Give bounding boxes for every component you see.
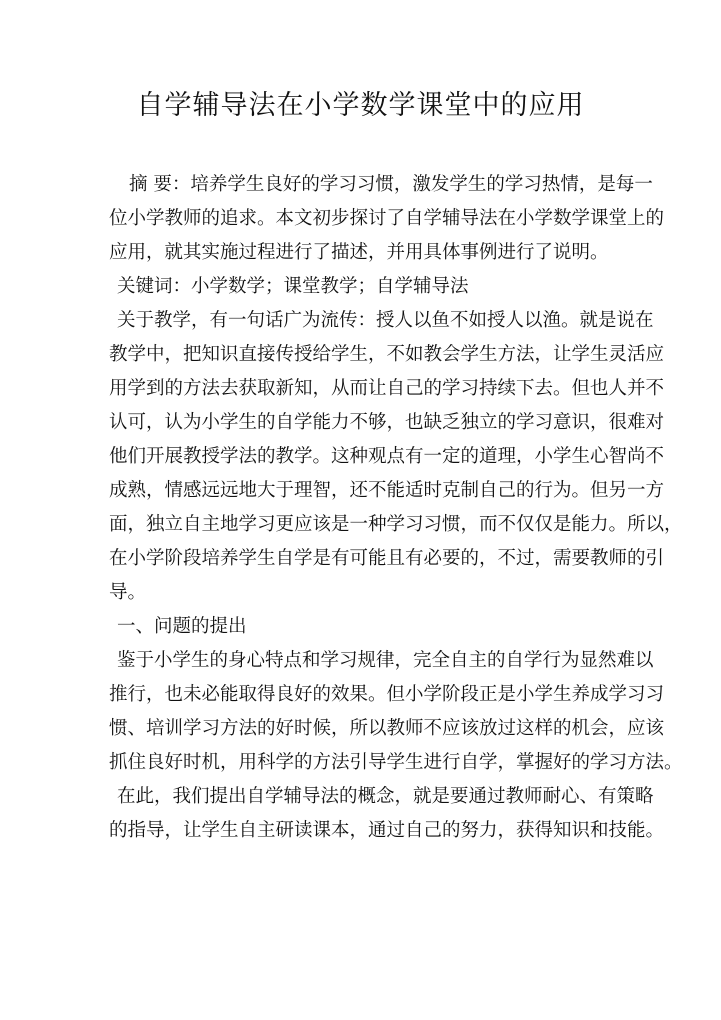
paragraph-line: 的指导，让学生自主研读课本，通过自己的努力，获得知识和技能。	[109, 820, 665, 841]
paragraph-line: 认可，认为小学生的自学能力不够，也缺乏独立的学习意识，很难对	[109, 412, 665, 433]
section-heading: 一、问题的提出	[117, 616, 247, 637]
paragraph-line: 在小学阶段培养学生自学是有可能且有必要的，不过，需要教师的引	[109, 548, 665, 569]
paragraph-line: 面，独立自主地学习更应该是一种学习习惯，而不仅仅是能力。所以，	[109, 514, 683, 535]
abstract-line: 摘 要：培养学生良好的学习习惯，激发学生的学习热情，是每一	[129, 174, 653, 195]
paragraph-line: 抓住良好时机，用科学的方法引导学生进行自学，掌握好的学习方法。	[109, 752, 683, 773]
paragraph-line: 在此，我们提出自学辅导法的概念，就是要通过教师耐心、有策略	[117, 786, 654, 807]
paragraph-line: 他们开展教授学法的教学。这种观点有一定的道理，小学生心智尚不	[109, 446, 665, 467]
paragraph-line: 鉴于小学生的身心特点和学习规律，完全自主的自学行为显然难以	[117, 650, 654, 671]
paragraph-line: 用学到的方法去获取新知，从而让自己的学习持续下去。但也人并不	[109, 378, 665, 399]
keywords-line: 关键词：小学数学；课堂教学；自学辅导法	[117, 276, 469, 297]
abstract-line: 位小学教师的追求。本文初步探讨了自学辅导法在小学数学课堂上的	[109, 208, 665, 229]
document-title: 自学辅导法在小学数学课堂中的应用	[136, 90, 585, 121]
paragraph-line: 关于教学，有一句话广为流传：授人以鱼不如授人以渔。就是说在	[117, 310, 654, 331]
paragraph-line: 推行，也未必能取得良好的效果。但小学阶段正是小学生养成学习习	[109, 684, 665, 705]
paragraph-line: 导。	[109, 582, 147, 603]
paragraph-line: 教学中，把知识直接传授给学生，不如教会学生方法，让学生灵活应	[109, 344, 665, 365]
paragraph-line: 惯、培训学习方法的好时候，所以教师不应该放过这样的机会，应该	[109, 718, 665, 739]
abstract-line: 应用，就其实施过程进行了描述，并用具体事例进行了说明。	[109, 242, 609, 263]
document-body	[109, 168, 683, 848]
paragraph-line: 成熟，情感远远地大于理智，还不能适时克制自己的行为。但另一方	[109, 480, 665, 501]
